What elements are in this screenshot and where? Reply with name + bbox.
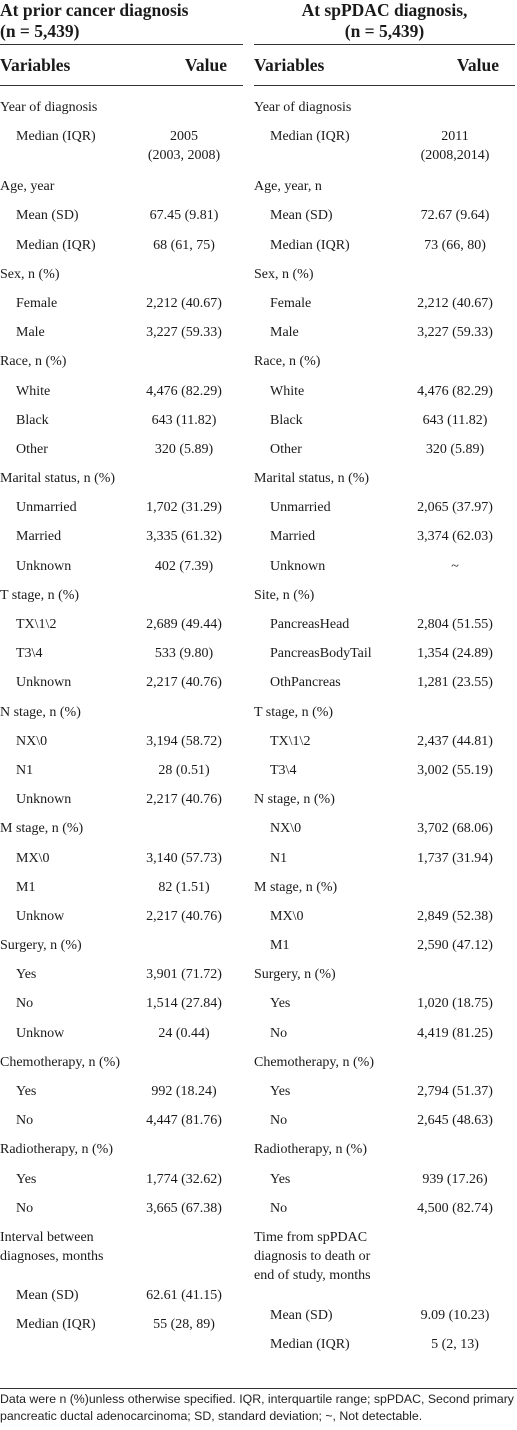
group-heading: Chemotherapy, n (%) xyxy=(0,1054,120,1070)
row-label: Male xyxy=(16,325,45,341)
group-heading: Sex, n (%) xyxy=(254,266,314,282)
row-label: Unknown xyxy=(16,792,72,808)
row-value: 72.67 (9.64) xyxy=(420,208,490,224)
table-row xyxy=(254,757,515,786)
row-label: Unknown xyxy=(16,675,72,691)
table-row xyxy=(0,348,243,377)
table-row xyxy=(0,94,243,123)
row-value: 2,065 (37.97) xyxy=(417,500,493,516)
table-row xyxy=(0,123,243,173)
table-row xyxy=(0,465,243,494)
table-row xyxy=(254,728,515,757)
row-value: 2,590 (47.12) xyxy=(417,938,493,954)
table-row xyxy=(0,1078,243,1107)
row-value: 533 (9.80) xyxy=(154,646,214,662)
left-title-line1: At prior cancer diagnosis xyxy=(0,0,189,20)
table-row xyxy=(254,348,515,377)
table-row xyxy=(0,1224,243,1282)
row-label: Married xyxy=(270,529,316,545)
row-value: 2,849 (52.38) xyxy=(417,908,493,924)
row-label: NX\0 xyxy=(16,733,48,749)
left-title-line2: (n = 5,439) xyxy=(0,21,80,41)
table-row xyxy=(254,407,515,436)
row-label: White xyxy=(16,383,51,399)
group-heading: Radiotherapy, n (%) xyxy=(254,1142,367,1158)
row-label: Black xyxy=(16,412,49,428)
row-value: 3,665 (67.38) xyxy=(146,1200,222,1216)
table-row xyxy=(0,669,243,698)
row-label: Unknown xyxy=(16,558,72,574)
table-row xyxy=(0,728,243,757)
right-table-body xyxy=(254,94,515,1360)
row-value: 1,354 (24.89) xyxy=(417,646,493,662)
group-heading: Chemotherapy, n (%) xyxy=(254,1054,374,1070)
table-row xyxy=(254,232,515,261)
table-row xyxy=(254,1049,515,1078)
row-label: MX\0 xyxy=(16,850,50,866)
row-value: 62.61 (41.15) xyxy=(146,1287,222,1303)
table-row xyxy=(254,932,515,961)
table-row xyxy=(254,465,515,494)
row-value: 992 (18.24) xyxy=(151,1084,217,1099)
row-label: N1 xyxy=(270,850,288,866)
row-label: Unknown xyxy=(270,558,326,574)
table-row xyxy=(0,757,243,786)
table-row xyxy=(254,494,515,523)
row-label: NX\0 xyxy=(270,821,302,837)
table-row xyxy=(0,1282,243,1311)
table-row xyxy=(0,232,243,261)
group-heading: N stage, n (%) xyxy=(0,704,81,720)
group-heading: Time from spPDAC diagnosis to death or end of study, months xyxy=(254,1229,371,1283)
table-row xyxy=(254,1078,515,1107)
group-heading: Surgery, n (%) xyxy=(254,967,336,983)
row-value: 2011 (2008,2014) xyxy=(420,129,490,164)
right-panel xyxy=(254,0,515,1360)
row-value: 2,437 (44.81) xyxy=(417,733,493,749)
table-row xyxy=(0,786,243,815)
table-row xyxy=(254,378,515,407)
table-row xyxy=(0,961,243,990)
right-panel-title xyxy=(254,0,515,44)
table-row xyxy=(0,1136,243,1165)
left-header-row xyxy=(0,45,243,85)
table-row xyxy=(254,815,515,844)
table-row xyxy=(0,378,243,407)
row-label: Yes xyxy=(270,1171,291,1187)
table-row xyxy=(0,1107,243,1136)
row-label: Mean (SD) xyxy=(270,208,333,224)
right-header-variables: Variables xyxy=(254,54,325,75)
row-label: No xyxy=(270,1025,288,1041)
row-value: 643 (11.82) xyxy=(422,412,488,428)
row-value: 1,737 (31.94) xyxy=(417,850,493,866)
table-row xyxy=(0,1020,243,1049)
row-label: Median (IQR) xyxy=(16,129,96,145)
row-value: 9.09 (10.23) xyxy=(420,1307,490,1323)
table-row xyxy=(0,523,243,552)
table-row xyxy=(254,1166,515,1195)
row-label: T3\4 xyxy=(270,762,297,778)
group-heading: Sex, n (%) xyxy=(0,266,60,282)
row-label: PancreasBodyTail xyxy=(270,646,372,662)
row-value: 3,702 (68.06) xyxy=(417,821,493,837)
group-heading: Marital status, n (%) xyxy=(254,471,370,487)
table-row xyxy=(0,202,243,231)
table-row xyxy=(0,173,243,202)
row-label: Median (IQR) xyxy=(270,237,350,253)
row-label: M1 xyxy=(270,938,290,954)
row-value: 4,500 (82.74) xyxy=(417,1200,493,1216)
row-value: 2,689 (49.44) xyxy=(146,617,222,632)
left-panel-title xyxy=(0,0,243,44)
right-header-value: Value xyxy=(456,54,499,75)
row-label: TX\1\2 xyxy=(270,733,311,749)
row-value: 68 (61, 75) xyxy=(153,237,215,253)
row-value: 3,002 (55.19) xyxy=(417,762,493,778)
right-header-row xyxy=(254,45,515,85)
table-row xyxy=(0,845,243,874)
row-value: 28 (0.51) xyxy=(158,762,210,778)
left-panel xyxy=(0,0,243,1340)
row-value: 73 (66, 80) xyxy=(424,237,486,253)
row-value: 55 (28, 89) xyxy=(153,1317,215,1333)
table-row xyxy=(254,290,515,319)
row-label: Median (IQR) xyxy=(270,129,350,145)
row-label: No xyxy=(270,1113,288,1129)
right-title-line2: (n = 5,439) xyxy=(344,21,425,41)
row-value: 402 (7.39) xyxy=(154,558,214,574)
row-label: Unmarried xyxy=(270,500,331,516)
row-label: OthPancreas xyxy=(270,675,341,691)
row-label: Mean (SD) xyxy=(16,1287,79,1303)
row-value: 4,476 (82.29) xyxy=(417,383,493,399)
row-value: 2,212 (40.67) xyxy=(417,295,493,311)
row-label: Yes xyxy=(270,1084,291,1099)
row-label: Married xyxy=(16,529,62,545)
row-label: PancreasHead xyxy=(270,617,350,632)
table-row xyxy=(254,523,515,552)
table-row xyxy=(254,94,515,123)
table-row xyxy=(0,553,243,582)
table-row xyxy=(254,436,515,465)
row-value: 3,374 (62.03) xyxy=(417,529,493,545)
table-row xyxy=(0,407,243,436)
row-value: 643 (11.82) xyxy=(151,412,217,428)
group-heading: Race, n (%) xyxy=(0,354,67,370)
row-value: 3,227 (59.33) xyxy=(146,325,222,341)
row-value: 4,476 (82.29) xyxy=(146,383,222,399)
row-value: 3,901 (71.72) xyxy=(146,967,222,983)
row-label: No xyxy=(16,1113,34,1129)
row-value: 4,419 (81.25) xyxy=(417,1025,493,1041)
table-row xyxy=(0,815,243,844)
table-row xyxy=(0,874,243,903)
row-label: M1 xyxy=(16,879,36,895)
row-value: 3,227 (59.33) xyxy=(417,325,493,341)
group-heading: Age, year xyxy=(0,179,55,195)
group-heading: T stage, n (%) xyxy=(0,587,80,603)
table-row xyxy=(254,123,515,173)
row-value: 1,514 (27.84) xyxy=(146,996,222,1012)
table-row xyxy=(254,261,515,290)
table-row xyxy=(254,903,515,932)
row-label: No xyxy=(16,996,34,1012)
row-value: 1,702 (31.29) xyxy=(146,500,222,516)
table-row xyxy=(0,903,243,932)
table-row xyxy=(254,319,515,348)
group-heading: Surgery, n (%) xyxy=(0,938,82,954)
row-value: 2,804 (51.55) xyxy=(417,617,493,632)
row-label: Other xyxy=(16,441,48,457)
table-row xyxy=(254,874,515,903)
row-value: 67.45 (9.81) xyxy=(149,208,219,224)
row-value: 5 (2, 13) xyxy=(431,1337,479,1353)
row-value: 2,217 (40.76) xyxy=(146,792,222,808)
group-heading: M stage, n (%) xyxy=(0,821,84,837)
left-header-rule xyxy=(0,85,243,86)
table-row xyxy=(0,699,243,728)
row-label: Other xyxy=(270,441,302,457)
table-row xyxy=(0,261,243,290)
table-row xyxy=(254,845,515,874)
table-row xyxy=(0,1166,243,1195)
table-row xyxy=(254,699,515,728)
row-value: 320 (5.89) xyxy=(425,441,485,457)
row-value: 82 (1.51) xyxy=(158,879,210,895)
table-row xyxy=(254,173,515,202)
table-row xyxy=(0,1311,243,1340)
row-label: Yes xyxy=(270,996,291,1012)
table-row xyxy=(0,494,243,523)
row-value: 3,194 (58.72) xyxy=(146,733,222,749)
group-heading: Year of diagnosis xyxy=(0,100,98,115)
group-heading: T stage, n (%) xyxy=(254,704,334,720)
row-label: MX\0 xyxy=(270,908,304,924)
table-row xyxy=(254,611,515,640)
row-value: 3,140 (57.73) xyxy=(146,850,222,866)
table-row xyxy=(254,1331,515,1360)
table-row xyxy=(254,582,515,611)
row-label: Female xyxy=(16,295,58,311)
row-label: Mean (SD) xyxy=(16,208,79,224)
row-label: TX\1\2 xyxy=(16,617,57,632)
row-label: Median (IQR) xyxy=(270,1337,350,1353)
right-header-rule xyxy=(254,85,515,86)
group-heading: Marital status, n (%) xyxy=(0,471,116,487)
row-value: 320 (5.89) xyxy=(154,441,214,457)
row-label: T3\4 xyxy=(16,646,43,662)
row-label: White xyxy=(270,383,305,399)
table-row xyxy=(254,1136,515,1165)
row-value: 3,335 (61.32) xyxy=(146,529,222,545)
table-row xyxy=(0,319,243,348)
table-row xyxy=(254,1020,515,1049)
row-value: 2,212 (40.67) xyxy=(146,295,222,311)
row-value: 2,645 (48.63) xyxy=(417,1113,493,1129)
group-heading: Age, year, n xyxy=(254,179,322,195)
table-row xyxy=(254,640,515,669)
table-row xyxy=(254,669,515,698)
row-value: 1,281 (23.55) xyxy=(417,675,493,691)
table-row xyxy=(0,640,243,669)
row-label: Median (IQR) xyxy=(16,1317,96,1333)
table-row xyxy=(0,611,243,640)
row-label: Yes xyxy=(16,1084,37,1099)
table-row xyxy=(0,1195,243,1224)
table-row xyxy=(254,990,515,1019)
table-row xyxy=(0,990,243,1019)
row-value: 2,217 (40.76) xyxy=(146,908,222,924)
row-label: No xyxy=(16,1200,34,1216)
row-value: 2,217 (40.76) xyxy=(146,675,222,691)
row-label: Yes xyxy=(16,967,37,983)
table-row xyxy=(254,1195,515,1224)
table-row xyxy=(254,961,515,990)
row-label: N1 xyxy=(16,762,34,778)
table-row xyxy=(0,1049,243,1078)
left-table-body xyxy=(0,94,243,1340)
left-header-variables: Variables xyxy=(0,54,71,75)
left-header-value: Value xyxy=(184,54,227,75)
row-label: No xyxy=(270,1200,288,1216)
row-value: 939 (17.26) xyxy=(422,1171,488,1187)
table-row xyxy=(0,932,243,961)
row-label: Female xyxy=(270,295,312,311)
row-value: 24 (0.44) xyxy=(158,1025,210,1041)
group-heading: Radiotherapy, n (%) xyxy=(0,1142,113,1158)
table-row xyxy=(0,290,243,319)
row-value: 1,774 (32.62) xyxy=(146,1171,222,1187)
table-footnote: Data were n (%)unless otherwise specified. IQR, interquartile range; spPDAC, Second primary pancreatic ductal adenocarcinoma; SD, standard deviation; ~, Not detectable. xyxy=(0,1392,514,1423)
row-label: Male xyxy=(270,325,299,341)
table-row xyxy=(0,436,243,465)
row-label: Unmarried xyxy=(16,500,77,516)
table-row xyxy=(254,1107,515,1136)
row-label: Black xyxy=(270,412,303,428)
group-heading: Race, n (%) xyxy=(254,354,321,370)
row-label: Unknow xyxy=(16,908,65,924)
row-label: Yes xyxy=(16,1171,37,1187)
group-heading: M stage, n (%) xyxy=(254,879,338,895)
row-value: 1,020 (18.75) xyxy=(417,996,493,1012)
row-label: Mean (SD) xyxy=(270,1307,333,1323)
row-label: Unknow xyxy=(16,1025,65,1041)
table-row xyxy=(254,1302,515,1331)
group-heading: Interval between diagnoses, months xyxy=(0,1229,104,1264)
table-row xyxy=(0,582,243,611)
row-value: 2005 (2003, 2008) xyxy=(147,129,221,164)
row-label: Median (IQR) xyxy=(16,237,96,253)
row-value: ~ xyxy=(451,558,459,574)
group-heading: Year of diagnosis xyxy=(254,100,352,115)
table-row xyxy=(254,786,515,815)
group-heading: N stage, n (%) xyxy=(254,792,335,808)
table-row xyxy=(254,1224,515,1302)
table-row xyxy=(254,553,515,582)
table-bottom-rule xyxy=(0,1388,517,1389)
right-title-line1: At spPDAC diagnosis, xyxy=(301,0,468,20)
row-value: 2,794 (51.37) xyxy=(417,1084,493,1099)
table-row xyxy=(254,202,515,231)
row-value: 4,447 (81.76) xyxy=(146,1113,222,1129)
group-heading: Site, n (%) xyxy=(254,587,315,603)
